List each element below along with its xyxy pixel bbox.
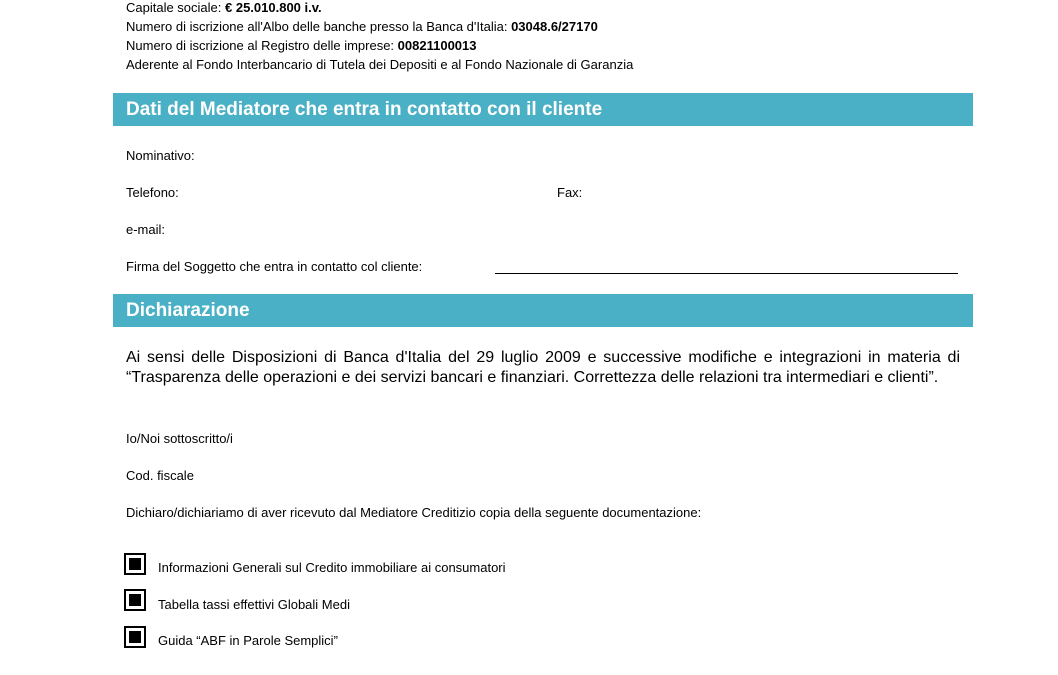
mediatore-section-header: Dati del Mediatore che entra in contatto con il cliente xyxy=(113,93,973,126)
capital-line xyxy=(126,0,322,16)
dichiarazione-section-header: Dichiarazione xyxy=(113,294,973,327)
albo-value: 03048.6/27170 xyxy=(511,19,598,34)
registro-value: 00821100013 xyxy=(397,38,477,53)
registro-line xyxy=(126,38,476,54)
fondo-line: Aderente al Fondo Interbancario di Tutela dei Depositi e al Fondo Nazionale di Garanzia xyxy=(126,57,634,72)
capital-label: Capitale sociale: xyxy=(126,0,225,15)
email-label: e-mail: xyxy=(126,222,166,237)
firma-label: Firma del Soggetto che entra in contatto col cliente: xyxy=(126,259,423,274)
dichiarazione-paragraph: Ai sensi delle Disposizioni di Banca d'Italia del 29 luglio 2009 e successive modifiche e integrazioni in materia di “Trasparenza delle operazioni e dei servizi bancari e finanziari. Correttezza delle relazioni tra intermediari e clienti”. xyxy=(126,349,960,386)
nominativo-label: Nominativo: xyxy=(126,148,195,163)
fax-label: Fax: xyxy=(557,185,583,200)
registro-label: Numero di iscrizione al Registro delle imprese: xyxy=(126,38,398,53)
telefono-label: Telefono: xyxy=(126,185,179,200)
checkbox-tabella-tassi[interactable] xyxy=(124,589,146,611)
albo-label: Numero di iscrizione all'Albo delle banche presso la Banca d'Italia: xyxy=(126,19,512,34)
dichiaro-text: Dichiaro/dichiariamo di aver ricevuto dal Mediatore Creditizio copia della seguente documentazione: xyxy=(126,505,702,520)
cod-fiscale-label: Cod. fiscale xyxy=(126,468,194,483)
checkbox-informazioni-generali[interactable] xyxy=(124,553,146,575)
sottoscritto-label: Io/Noi sottoscritto/i xyxy=(126,431,233,446)
document-label-informazioni-generali: Informazioni Generali sul Credito immobiliare ai consumatori xyxy=(158,560,506,575)
document-label-tabella-tassi: Tabella tassi effettivi Globali Medi xyxy=(158,597,350,612)
capital-value: € 25.010.800 i.v. xyxy=(225,0,322,15)
albo-line xyxy=(126,19,598,35)
signature-line xyxy=(495,260,958,274)
document-label-guida-abf: Guida “ABF in Parole Semplici” xyxy=(158,633,338,648)
checkbox-guida-abf[interactable] xyxy=(124,626,146,648)
